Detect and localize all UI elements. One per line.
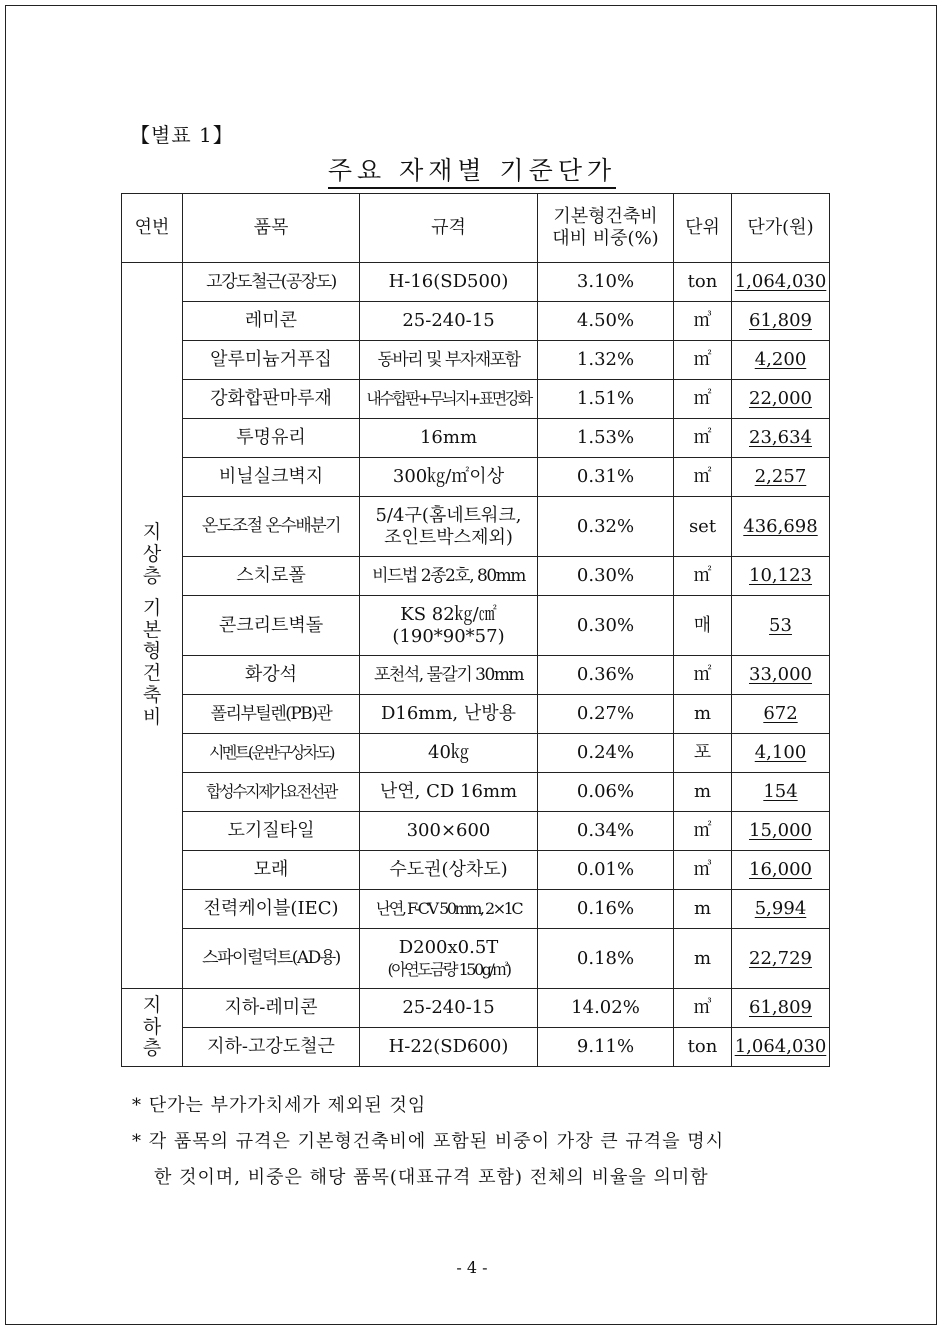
- table-row: [122, 497, 830, 557]
- table-row: [122, 302, 830, 341]
- spec-cell: 300×600: [360, 812, 538, 851]
- table-header-row: [122, 194, 830, 263]
- material-price-table: [121, 193, 830, 1067]
- table-row: [122, 989, 830, 1028]
- price-cell: 23,634: [732, 419, 830, 458]
- table-row: [122, 929, 830, 989]
- ratio-cell: 1.53%: [538, 419, 674, 458]
- spec-cell: H-22(SD600): [360, 1028, 538, 1067]
- footnotes: [132, 1091, 842, 1199]
- unit-cell: ㎥: [674, 851, 732, 890]
- item-cell: 모래: [183, 851, 360, 890]
- price-cell: 33,000: [732, 656, 830, 695]
- spec-cell: 난연, F-CV 50mm, 2×1C: [360, 890, 538, 929]
- group-label-above-ground: 지 상 층 기 본 형 건 축 비: [122, 263, 183, 989]
- price-cell: 672: [732, 695, 830, 734]
- ratio-cell: 0.30%: [538, 557, 674, 596]
- table-row: [122, 1028, 830, 1067]
- item-cell: 투명유리: [183, 419, 360, 458]
- price-cell: 1,064,030: [732, 263, 830, 302]
- item-cell: 레미콘: [183, 302, 360, 341]
- spec-cell: 동바리 및 부자재포함: [360, 341, 538, 380]
- unit-cell: 포: [674, 734, 732, 773]
- table-row: [122, 734, 830, 773]
- spec-cell: D16mm, 난방용: [360, 695, 538, 734]
- unit-cell: ㎡: [674, 458, 732, 497]
- spec-cell: 25-240-15: [360, 302, 538, 341]
- ratio-cell: 1.51%: [538, 380, 674, 419]
- spec-cell: H-16(SD500): [360, 263, 538, 302]
- ratio-cell: 0.01%: [538, 851, 674, 890]
- ratio-cell: 4.50%: [538, 302, 674, 341]
- unit-cell: ton: [674, 263, 732, 302]
- item-cell: 지하-레미콘: [183, 989, 360, 1028]
- unit-cell: ㎡: [674, 419, 732, 458]
- footnote-spec: * 각 품목의 규격은 기본형건축비에 포함된 비중이 가장 큰 규격을 명시: [132, 1131, 725, 1152]
- table-row: [122, 890, 830, 929]
- ratio-cell: 14.02%: [538, 989, 674, 1028]
- document-page: [5, 5, 937, 1325]
- footnote-spec-continued: 한 것이며, 비중은 해당 품목(대표규격 포함) 전체의 비율을 의미함: [154, 1167, 709, 1188]
- unit-cell: ㎡: [674, 380, 732, 419]
- price-cell: 16,000: [732, 851, 830, 890]
- unit-cell: ㎡: [674, 557, 732, 596]
- unit-cell: m: [674, 890, 732, 929]
- table-row: [122, 341, 830, 380]
- unit-cell: m: [674, 929, 732, 989]
- col-header-price: 단가(원): [732, 194, 830, 263]
- table-row: [122, 596, 830, 656]
- price-cell: 53: [732, 596, 830, 656]
- footnote-vat: * 단가는 부가가치세가 제외된 것임: [132, 1095, 427, 1116]
- appendix-label: 【별표 1】: [130, 123, 234, 147]
- unit-cell: ton: [674, 1028, 732, 1067]
- spec-cell: 300㎏/㎡이상: [360, 458, 538, 497]
- item-cell: 합성수지제가요전선관: [183, 773, 360, 812]
- price-cell: 22,000: [732, 380, 830, 419]
- ratio-cell: 0.18%: [538, 929, 674, 989]
- spec-cell: 비드법 2종2호, 80mm: [360, 557, 538, 596]
- price-cell: 61,809: [732, 302, 830, 341]
- price-cell: 4,200: [732, 341, 830, 380]
- col-header-item: 품목: [183, 194, 360, 263]
- unit-cell: set: [674, 497, 732, 557]
- item-cell: 비닐실크벽지: [183, 458, 360, 497]
- spec-cell: 포천석, 물갈기 30mm: [360, 656, 538, 695]
- col-header-spec: 규격: [360, 194, 538, 263]
- group-label-below-ground: 지 하 층: [122, 989, 183, 1067]
- table-row: [122, 695, 830, 734]
- item-cell: 지하-고강도철근: [183, 1028, 360, 1067]
- price-cell: 61,809: [732, 989, 830, 1028]
- ratio-cell: 0.32%: [538, 497, 674, 557]
- price-cell: 1,064,030: [732, 1028, 830, 1067]
- spec-cell: 내수합판+무늬지+표면강화: [360, 380, 538, 419]
- price-cell: 154: [732, 773, 830, 812]
- item-cell: 시멘트(운반구상차도): [183, 734, 360, 773]
- item-cell: 고강도철근(공장도): [183, 263, 360, 302]
- ratio-cell: 1.32%: [538, 341, 674, 380]
- table-row: [122, 419, 830, 458]
- price-cell: 436,698: [732, 497, 830, 557]
- table-row: [122, 773, 830, 812]
- price-cell: 15,000: [732, 812, 830, 851]
- table-row: [122, 557, 830, 596]
- ratio-cell: 0.30%: [538, 596, 674, 656]
- table-row: [122, 380, 830, 419]
- item-cell: 콘크리트벽돌: [183, 596, 360, 656]
- col-header-unit: 단위: [674, 194, 732, 263]
- table-row: [122, 263, 830, 302]
- unit-cell: ㎡: [674, 341, 732, 380]
- table-row: [122, 812, 830, 851]
- item-cell: 알루미늄거푸집: [183, 341, 360, 380]
- page-number: - 4 -: [456, 1258, 488, 1277]
- page-title: 주요 자재별 기준단가: [6, 151, 938, 187]
- spec-cell: KS 82㎏/㎠ (190*90*57): [360, 596, 538, 656]
- price-cell: 5,994: [732, 890, 830, 929]
- price-cell: 10,123: [732, 557, 830, 596]
- price-cell: 2,257: [732, 458, 830, 497]
- table-row: [122, 656, 830, 695]
- spec-cell: 5/4구(홈네트워크, 조인트박스제외): [360, 497, 538, 557]
- item-cell: 스치로폴: [183, 557, 360, 596]
- item-cell: 스파이럴덕트(AD용): [183, 929, 360, 989]
- unit-cell: 매: [674, 596, 732, 656]
- ratio-cell: 9.11%: [538, 1028, 674, 1067]
- unit-cell: ㎡: [674, 812, 732, 851]
- item-cell: 도기질타일: [183, 812, 360, 851]
- ratio-cell: 0.36%: [538, 656, 674, 695]
- unit-cell: ㎥: [674, 989, 732, 1028]
- spec-cell: 16mm: [360, 419, 538, 458]
- table-row: [122, 851, 830, 890]
- ratio-cell: 0.24%: [538, 734, 674, 773]
- ratio-cell: 0.16%: [538, 890, 674, 929]
- unit-cell: m: [674, 773, 732, 812]
- ratio-cell: 0.31%: [538, 458, 674, 497]
- spec-cell: 난연, CD 16mm: [360, 773, 538, 812]
- price-cell: 4,100: [732, 734, 830, 773]
- unit-cell: m: [674, 695, 732, 734]
- item-cell: 화강석: [183, 656, 360, 695]
- unit-cell: ㎥: [674, 302, 732, 341]
- item-cell: 전력케이블(IEC): [183, 890, 360, 929]
- item-cell: 폴리부틸렌(PB)관: [183, 695, 360, 734]
- ratio-cell: 0.27%: [538, 695, 674, 734]
- table-row: [122, 458, 830, 497]
- spec-cell: 25-240-15: [360, 989, 538, 1028]
- unit-cell: ㎡: [674, 656, 732, 695]
- item-cell: 강화합판마루재: [183, 380, 360, 419]
- item-cell: 온도조절 온수배분기: [183, 497, 360, 557]
- ratio-cell: 3.10%: [538, 263, 674, 302]
- ratio-cell: 0.34%: [538, 812, 674, 851]
- col-header-no: 연번: [122, 194, 183, 263]
- spec-cell: 40㎏: [360, 734, 538, 773]
- ratio-cell: 0.06%: [538, 773, 674, 812]
- spec-cell: 수도권(상차도): [360, 851, 538, 890]
- price-cell: 22,729: [732, 929, 830, 989]
- spec-cell: D200x0.5T (아연도금량 150g/㎡): [360, 929, 538, 989]
- col-header-ratio: 기본형건축비 대비 비중(%): [538, 194, 674, 263]
